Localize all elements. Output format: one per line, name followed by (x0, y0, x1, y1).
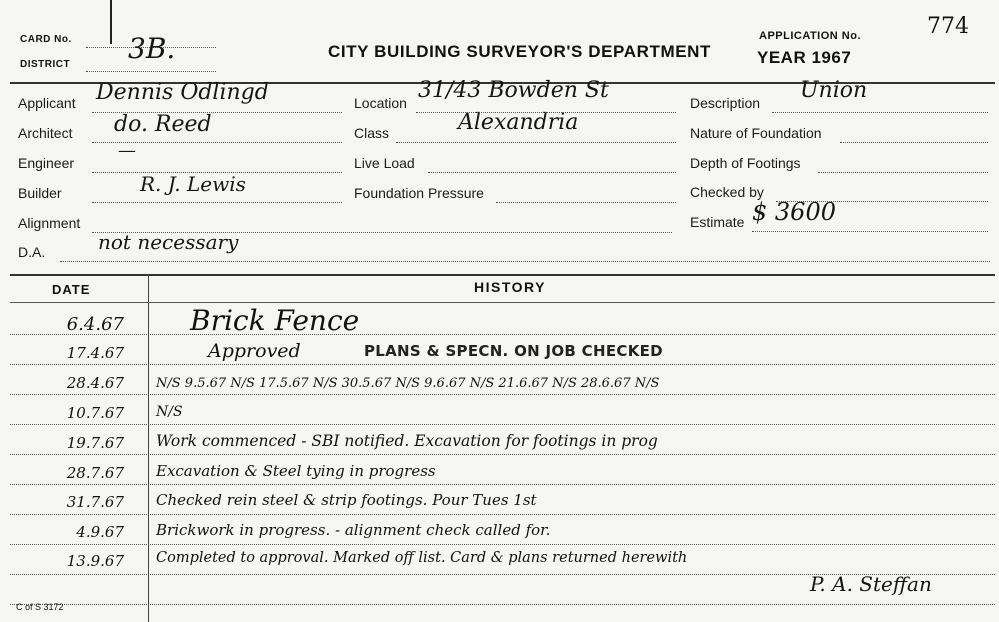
checked-label: Checked by (690, 184, 764, 200)
da-label: D.A. (18, 244, 46, 260)
history-header-rule (10, 302, 995, 303)
signature: P. A. Steffan (810, 572, 932, 596)
description-line (772, 112, 988, 113)
history-row-line (10, 454, 995, 455)
district-label: DISTRICT (20, 59, 71, 70)
history-entry: Brickwork in progress. - alignment check called for. (156, 521, 551, 539)
history-row-line (10, 334, 995, 335)
depth-label: Depth of Footings (690, 155, 801, 171)
card-pen-stroke (110, 0, 112, 44)
district-line (86, 71, 216, 72)
history-row-line (10, 484, 995, 485)
history-entry: Checked rein steel & strip footings. Pour Tues 1st (156, 491, 537, 509)
engineer-line (92, 172, 342, 173)
engineer-label: Engineer (18, 155, 75, 171)
architect-line (92, 142, 342, 143)
class-label: Class (354, 125, 390, 141)
description-label: Description (690, 95, 761, 111)
form-code: C of S 3172 (16, 602, 64, 612)
history-date: 28.4.67 (66, 374, 124, 392)
history-date: 10.7.67 (66, 404, 124, 422)
history-date: 28.7.67 (66, 464, 124, 482)
da-line (60, 261, 990, 262)
history-row-line (10, 514, 995, 515)
alignment-line (92, 232, 672, 233)
applicant-label: Applicant (18, 95, 76, 111)
live-load-line (428, 172, 676, 173)
history-date: 13.9.67 (66, 552, 124, 570)
builder-label: Builder (18, 185, 62, 201)
department-title: CITY BUILDING SURVEYOR'S DEPARTMENT (328, 42, 712, 61)
applicant-value: Dennis Odlingd (96, 80, 269, 105)
applicant-line (92, 112, 342, 113)
location-line (416, 112, 676, 113)
date-header: DATE (52, 282, 91, 297)
location-value: 31/43 Bowden St (418, 78, 609, 103)
estimate-label: Estimate (690, 214, 745, 230)
history-entry: Work commenced - SBI notified. Excavation for footings in prog (156, 432, 658, 450)
history-entry: N/S 9.5.67 N/S 17.5.67 N/S 30.5.67 N/S 9.6.67 N/S 21.6.67 N/S 28.6.67 N/S (156, 376, 660, 391)
alignment-label: Alignment (18, 215, 81, 231)
live-load-label: Live Load (354, 155, 415, 171)
card-no-label: CARD No. (20, 34, 72, 45)
history-top-rule (10, 274, 995, 276)
history-date: 19.7.67 (66, 434, 124, 452)
history-date: 31.7.67 (66, 493, 124, 511)
history-date: 17.4.67 (66, 344, 124, 362)
history-row-line (10, 604, 995, 605)
architect-label: Architect (18, 125, 73, 141)
history-entry: Approved (208, 340, 301, 362)
builder-line (92, 202, 342, 203)
history-entry: Completed to approval. Marked off list. Card & plans returned herewith (156, 550, 688, 566)
application-no-value: 774 (927, 14, 969, 39)
foundation-pressure-label: Foundation Pressure (354, 185, 484, 201)
card-district-value: 3B. (128, 32, 176, 65)
history-entry: N/S (156, 404, 183, 420)
application-no-label: APPLICATION No. (759, 30, 862, 42)
depth-line (818, 172, 988, 173)
engineer-value: — (118, 140, 136, 161)
history-divider (148, 274, 149, 622)
da-value: not necessary (98, 230, 239, 254)
architect-value: do. Reed (114, 112, 212, 137)
estimate-line (752, 231, 988, 232)
nature-label: Nature of Foundation (690, 125, 822, 141)
builder-value: R. J. Lewis (140, 172, 246, 196)
plans-checked-stamp: PLANS & SPECN. ON JOB CHECKED (364, 342, 663, 360)
description-value: Union (800, 78, 868, 103)
history-entry: Brick Fence (190, 304, 360, 337)
history-row-line (10, 364, 995, 365)
history-date: 4.9.67 (76, 523, 124, 541)
location-label: Location (354, 95, 407, 111)
checked-line (776, 201, 988, 202)
history-row-line (10, 394, 995, 395)
estimate-value: $ 3600 (752, 198, 836, 226)
history-date: 6.4.67 (66, 314, 124, 335)
history-header: HISTORY (474, 279, 546, 295)
history-row-line (10, 544, 995, 545)
class-line (396, 142, 676, 143)
history-row-line (10, 424, 995, 425)
year-label: YEAR 1967 (757, 48, 852, 67)
class-value: Alexandria (458, 110, 579, 135)
nature-line (840, 142, 988, 143)
history-entry: Excavation & Steel tying in progress (156, 462, 436, 480)
foundation-pressure-line (496, 202, 676, 203)
